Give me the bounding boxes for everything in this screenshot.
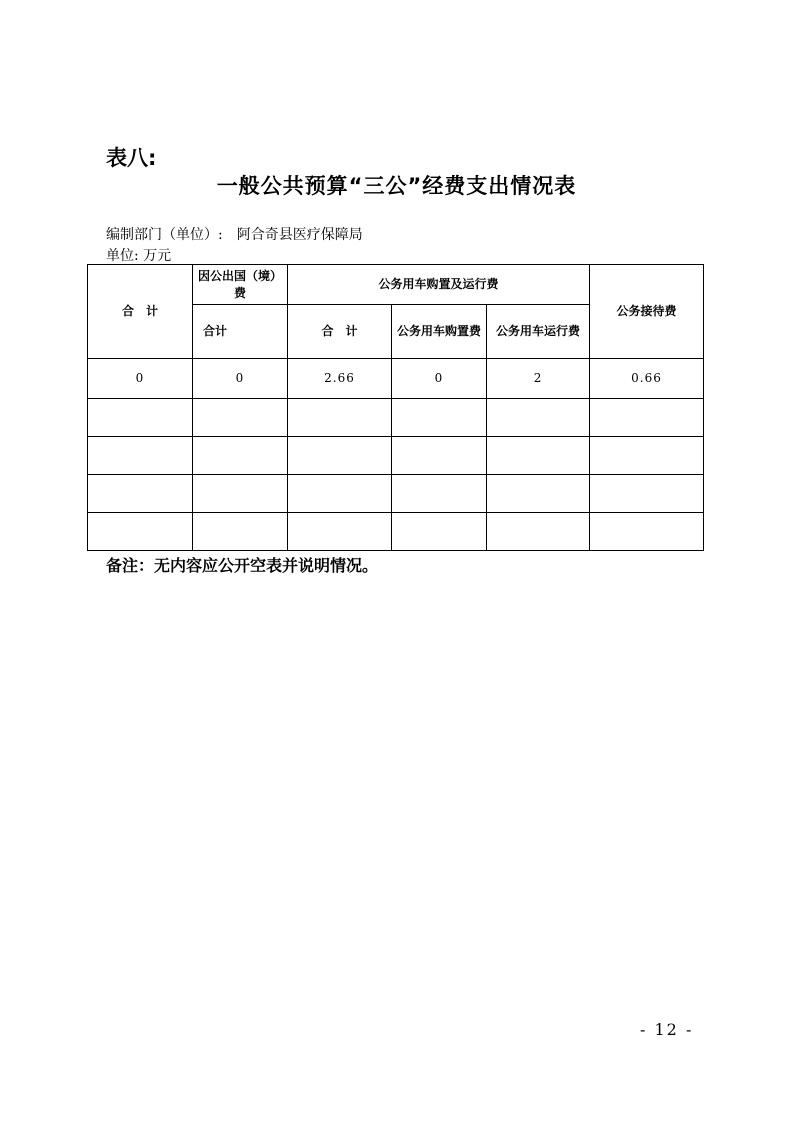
table-cell bbox=[88, 513, 193, 551]
table-cell bbox=[88, 399, 193, 437]
table-cell bbox=[193, 399, 288, 437]
table-cell bbox=[392, 513, 487, 551]
table-cell bbox=[392, 437, 487, 475]
table-cell bbox=[288, 437, 392, 475]
table-cell bbox=[392, 475, 487, 513]
table-row bbox=[88, 437, 704, 475]
table-cell bbox=[288, 399, 392, 437]
table-cell bbox=[590, 399, 704, 437]
table-row bbox=[88, 513, 704, 551]
page-number: - 12 - bbox=[640, 1020, 694, 1039]
remark-note: 备注：无内容应公开空表并说明情况。 bbox=[106, 556, 379, 575]
table-row bbox=[88, 475, 704, 513]
table-cell bbox=[88, 437, 193, 475]
cell-reception: 0.66 bbox=[590, 359, 704, 399]
table-cell bbox=[193, 437, 288, 475]
table-cell bbox=[590, 475, 704, 513]
header-reception: 公务接待费 bbox=[590, 265, 704, 359]
table-cell bbox=[590, 437, 704, 475]
cell-vehicle-operation: 2 bbox=[487, 359, 590, 399]
table-cell bbox=[487, 437, 590, 475]
table-cell bbox=[487, 475, 590, 513]
three-public-expenses-table bbox=[87, 264, 704, 551]
cell-vehicle-purchase: 0 bbox=[392, 359, 487, 399]
table-row bbox=[88, 399, 704, 437]
compiling-unit-name: 阿合奇县医疗保障局 bbox=[236, 227, 363, 243]
table-cell bbox=[590, 513, 704, 551]
currency-unit: 单位: 万元 bbox=[106, 248, 172, 264]
table-cell bbox=[193, 513, 288, 551]
cell-total: 0 bbox=[88, 359, 193, 399]
header-vehicle-total: 合 计 bbox=[288, 305, 392, 359]
table-cell bbox=[487, 513, 590, 551]
cell-abroad: 0 bbox=[193, 359, 288, 399]
header-abroad: 因公出国（境）费 bbox=[193, 265, 288, 305]
header-total: 合 计 bbox=[88, 265, 193, 359]
table-cell bbox=[288, 513, 392, 551]
compiling-unit-label: 编制部门（单位）: bbox=[106, 227, 223, 243]
page-title: 一般公共预算“三公”经费支出情况表 bbox=[216, 174, 577, 198]
table-cell bbox=[392, 399, 487, 437]
table-cell bbox=[88, 475, 193, 513]
table-row bbox=[88, 359, 704, 399]
cell-vehicle-total: 2.66 bbox=[288, 359, 392, 399]
table-cell bbox=[193, 475, 288, 513]
table-cell bbox=[487, 399, 590, 437]
table-cell bbox=[288, 475, 392, 513]
compiling-unit bbox=[106, 224, 363, 244]
header-vehicle-group: 公务用车购置及运行费 bbox=[288, 265, 590, 305]
table-label: 表八: bbox=[106, 146, 157, 170]
header-abroad-total: 合计 bbox=[193, 305, 288, 359]
header-vehicle-operation: 公务用车运行费 bbox=[487, 305, 590, 359]
header-vehicle-purchase: 公务用车购置费 bbox=[392, 305, 487, 359]
